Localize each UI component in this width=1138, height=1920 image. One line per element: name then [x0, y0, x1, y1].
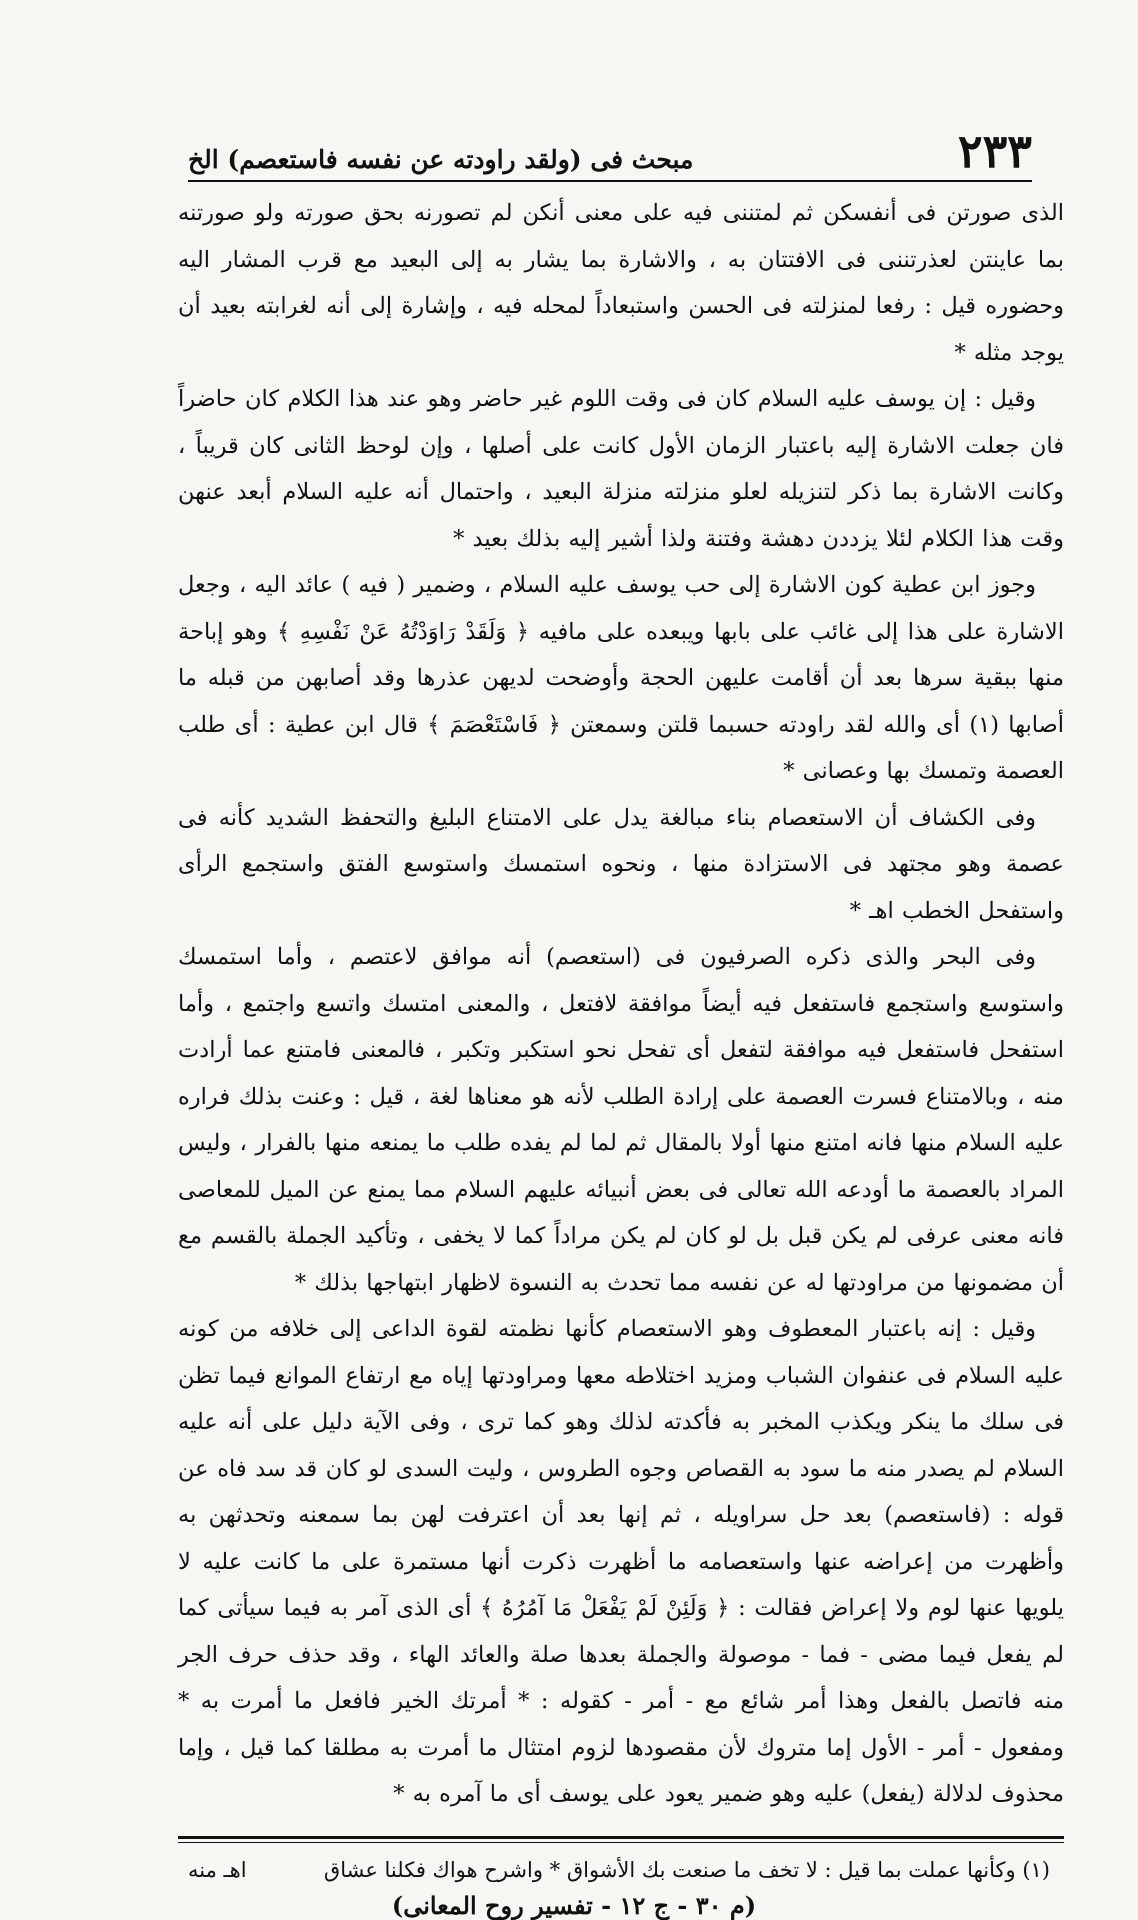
paragraph: وقيل : إن يوسف عليه السلام كان فى وقت اللوم غير حاضر وهو عند هذا الكلام كان حاضراً فان جعلت الاشارة إليه باعتبار الزمان الأول كانت على أصلها ، وإن لوحظ الثانى كان قريباً ، وكانت الاشارة بما ذكر لتنزيله لعلو منزلته منزلة البعيد ، واحتمال أنه عليه السلام أبعد عنهن وقت هذا الكلام لئلا يزددن دهشة وفتنة ولذا أشير إليه بذلك بعيد * — [178, 386, 1064, 552]
paragraph: وفى البحر والذى ذكره الصرفيون فى (استعصم) أنه موافق لاعتصم ، وأما استمسك واستوسع واستجمع فاستفعل فيه أيضاً موافقة لافتعل ، والمعنى امتسك واتسع واجتمع ، وأما استفحل فاستفعل فيه موافقة لتفعل أى تفحل نحو استكبر وتكبر ، فالمعنى فامتنع عما أرادت منه ، وبالامتناع فسرت العصمة على إرادة الطلب لأنه هو معناها لغة ، قيل : وعنت بذلك فراره عليه السلام منها فانه امتنع منها أولا بالمقال ثم لما لم يفده طلب ما يمنعه منها بالفرار ، وليس المراد بالعصمة ما أودعه الله تعالى فى بعض أنبيائه عليهم السلام مما يمنع عن الميل للمعاصى فانه معنى عرفى لم يكن قبل بل لو كان لم يكن مراداً كما لا يخفى ، وتأكيد الجملة بالقسم مع أن مضمونها من مراودتها له عن نفسه مما تحدث به النسوة لاظهار ابتهاجها بذلك * — [178, 944, 1064, 1296]
page-number: ٢٣٣ — [957, 124, 1032, 178]
footnote-rule — [178, 1836, 1064, 1839]
footnote-rule-thin — [178, 1842, 1064, 1843]
header-rule — [188, 180, 1032, 182]
paragraph: وفى الكشاف أن الاستعصام بناء مبالغة يدل على الامتناع البليغ والتحفظ الشديد كأنه فى عصمة وهو مجتهد فى الاستزادة منها ، ونحوه استمسك واستوسع الفتق واستجمع الرأى واستفحل الخطب اهـ * — [178, 804, 1064, 924]
paragraph: الذى صورتن فى أنفسكن ثم لمتننى فيه على معنى أنكن لم تصورنه بحق صورته ولو صورتنه بما عاينتن لعذرتننى فى الافتتان به ، والاشارة بما يشار به إلى البعيد مع قرب المشار اليه وحضوره قيل : رفعا لمنزلته فى الحسن واستبعاداً لمحله فيه ، وإشارة إلى أنه لغرابته بعيد أن يوجد مثله * — [178, 200, 1064, 366]
page-header — [188, 118, 1032, 178]
footnote-source: اهـ منه — [188, 1857, 247, 1882]
printer-signature: (م ٣٠ - ج ١٢ - تفسير روح المعانى) — [391, 1890, 757, 1920]
running-title: مبحث فى (ولقد راودته عن نفسه فاستعصم) الخ — [188, 145, 694, 174]
footnote-text: (١) وكأنها عملت بما قيل : لا تخف ما صنعت بك الأشواق * واشرح هواك فكلنا عشاق — [323, 1857, 1050, 1882]
footnote — [188, 1853, 1050, 1887]
paragraph: وجوز ابن عطية كون الاشارة إلى حب يوسف عليه السلام ، وضمير ( فيه ) عائد اليه ، وجعل الاشارة على هذا إلى غائب على بابها ويبعده على مافيه ﴿ وَلَقَدْ رَاوَدْتُهُ عَنْ نَفْسِهِ ﴾ وهو إباحة منها ببقية سرها بعد أن أقامت عليهن الحجة وأوضحت لديهن عذرها وقد أصابهن من قبله ما أصابها (١) أى والله لقد راودته حسبما قلتن وسمعتن ﴿ فَاسْتَعْصَمَ ﴾ قال ابن عطية : أى طلب العصمة وتمسك بها وعصانى * — [178, 572, 1065, 784]
paragraph: وقيل : إنه باعتبار المعطوف وهو الاستعصام كأنها نظمته لقوة الداعى إلى خلافه من كونه عليه السلام فى عنفوان الشباب ومزيد اختلاطه معها ومراودتها إياه مع ارتفاع الموانع فيما تظن فى سلك ما ينكر ويكذب المخبر به فأكدته لذلك وهو كما ترى ، وفى الآية دليل على أنه عليه السلام لم يصدر منه ما سود به القصاص وجوه الطروس ، وليت السدى لو كان قد سد فاه عن قوله : (فاستعصم) بعد حل سراويله ، ثم إنها بعد أن اعترفت لهن بما سمعنه وتحدثهن به وأظهرت من إعراضه عنها واستعصامه ما أظهرت ذكرت أنها مستمرة على ما كانت عليه لا يلويها عنها لوم ولا إعراض فقالت : ﴿ وَلَئِنْ لَمْ يَفْعَلْ مَا آمُرُهُ ﴾ أى الذى آمر به فيما سيأتى كما لم يفعل فيما مضى - فما - موصولة والجملة بعدها صلة والعائد الهاء ، وقد حذف حرف الجر منه فاتصل بالفعل وهذا أمر شائع مع - أمر - كقوله : * أمرتك الخير فافعل ما أمرت به * ومفعول - أمر - الأول إما متروك لأن مقصودها لزوم امتثال ما أمرت به مطلقا كما قيل ، وإما محذوف لدلالة (يفعل) عليه وهو ضمير يعود على يوسف أى ما آمره به * — [178, 1316, 1065, 1807]
main-text — [178, 190, 1064, 1818]
